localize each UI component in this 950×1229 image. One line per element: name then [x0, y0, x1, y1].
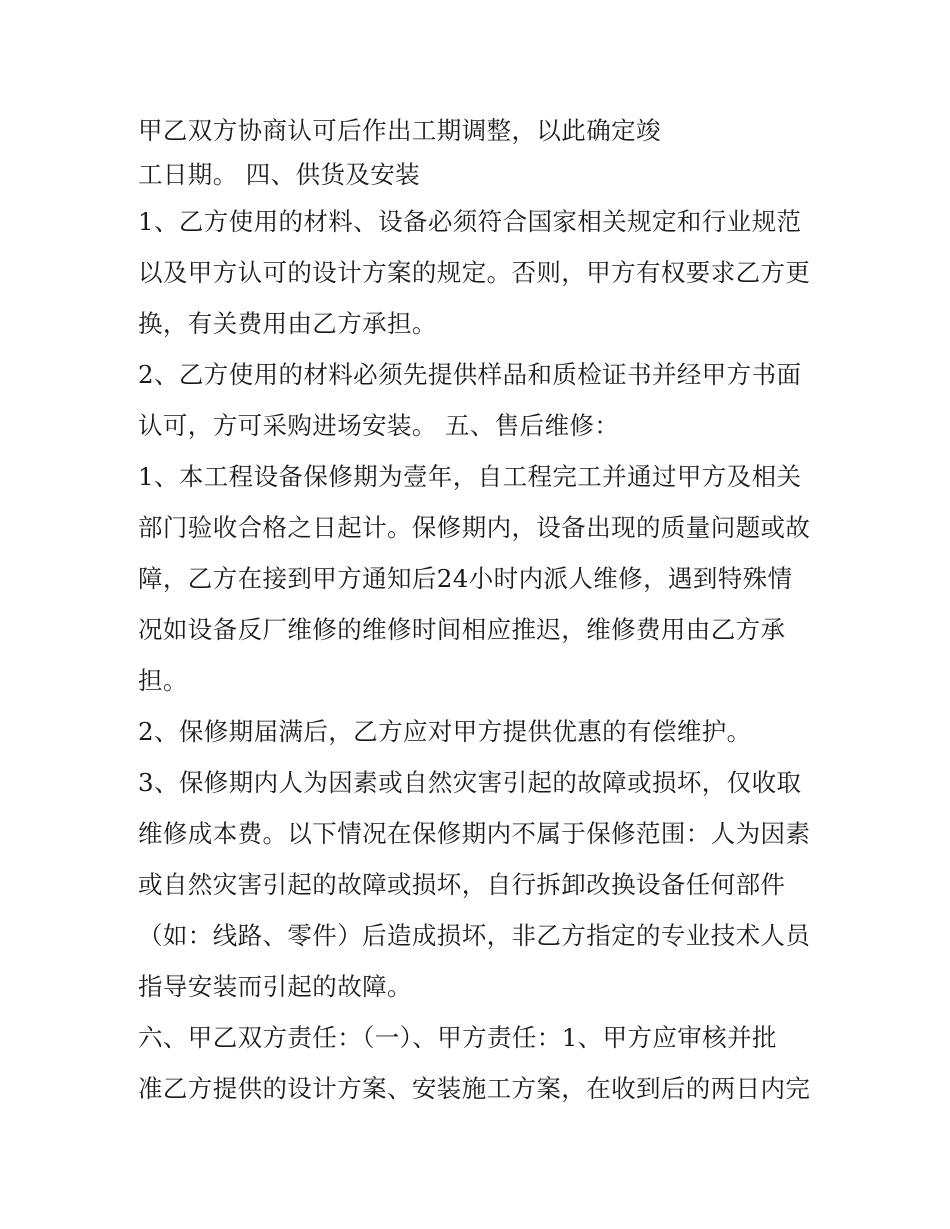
text-line: 六、甲乙双方责任：（一）、甲方责任：1、甲方应审核并批 [138, 1023, 777, 1052]
text-line: 换，有关费用由乙方承担。 [138, 309, 437, 338]
text-line: 况如设备反厂维修的维修时间相应推迟，维修费用由乙方承 [138, 615, 786, 644]
text-line: 担。 [138, 666, 188, 695]
text-line: 或自然灾害引起的故障或损坏，自行拆卸改换设备任何部件 [138, 870, 786, 899]
text-line: 指导安装而引起的故障。 [138, 972, 412, 1001]
text-line: 以及甲方认可的设计方案的规定。否则，甲方有权要求乙方更 [138, 258, 811, 287]
text-line: 甲乙双方协商认可后作出工期调整，以此确定竣 [138, 116, 661, 145]
text-line: 准乙方提供的设计方案、安装施工方案，在收到后的两日内完 [138, 1074, 811, 1103]
text-line: 维修成本费。以下情况在保修期内不属于保修范围：人为因素 [138, 819, 811, 848]
text-line: 3、保修期内人为因素或自然灾害引起的故障或损坏，仅收取 [138, 768, 802, 797]
text-line: 认可，方可采购进场安装。 五、售后维修： [138, 411, 620, 440]
text-line: 工日期。 四、供货及安装 [138, 160, 421, 189]
text-line: 障，乙方在接到甲方通知后24小时内派人维修，遇到特殊情 [138, 564, 793, 593]
text-line: 部门验收合格之日起计。保修期内，设备出现的质量问题或故 [138, 513, 811, 542]
text-line: 1、本工程设备保修期为壹年，自工程完工并通过甲方及相关 [138, 462, 802, 491]
document-body [138, 108, 828, 1114]
text-line: （如：线路、零件）后造成损坏，非乙方指定的专业技术人员 [138, 921, 811, 950]
text-line: 2、乙方使用的材料必须先提供样品和质检证书并经甲方书面 [138, 360, 802, 389]
text-line: 2、保修期届满后，乙方应对甲方提供优惠的有偿维护。 [138, 717, 752, 746]
text-line: 1、乙方使用的材料、设备必须符合国家相关规定和行业规范 [138, 207, 802, 236]
